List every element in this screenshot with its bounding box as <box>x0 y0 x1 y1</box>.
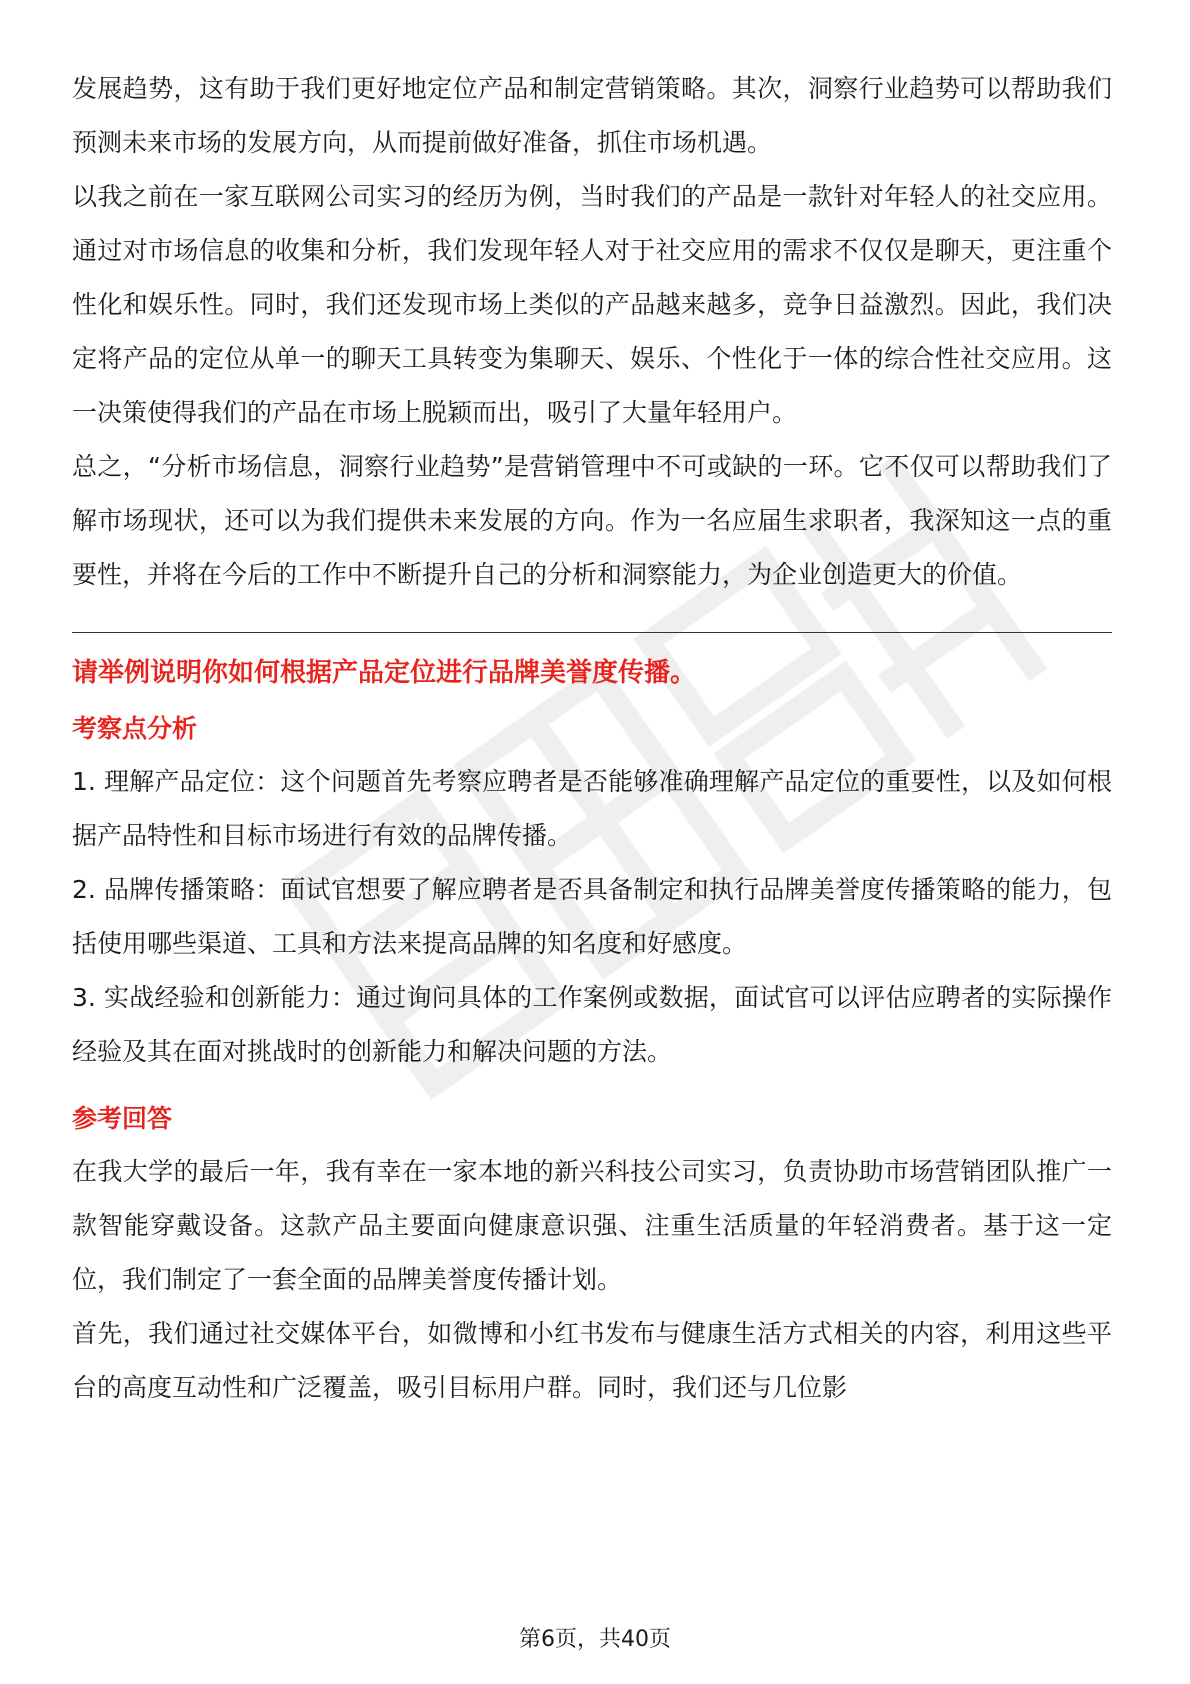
answer-paragraph: 在我大学的最后一年，我有幸在一家本地的新兴科技公司实习，负责协助市场营销团队推广一款智能穿戴设备。这款产品主要面向健康意识强、注重生活质量的年轻消费者。基于这一定位，我们制定了一套全面的品牌美誉度传播计划。 <box>72 1157 1112 1294</box>
page-content <box>72 62 1112 1415</box>
analysis-item: 3. 实战经验和创新能力：通过询问具体的工作案例或数据，面试官可以评估应聘者的实际操作经验及其在面对挑战时的创新能力和解决问题的方法。 <box>72 983 1112 1066</box>
answer-heading: 参考回答 <box>72 1104 173 1133</box>
answer-paragraph: 首先，我们通过社交媒体平台，如微博和小红书发布与健康生活方式相关的内容，利用这些平台的高度互动性和广泛覆盖，吸引目标用户群。同时，我们还与几位影 <box>72 1319 1112 1402</box>
body-paragraph: 总之，“分析市场信息，洞察行业趋势”是营销管理中不可或缺的一环。它不仅可以帮助我们了解市场现状，还可以为我们提供未来发展的方向。作为一名应届生求职者，我深知这一点的重要性，并将在今后的工作中不断提升自己的分析和洞察能力，为企业创造更大的价值。 <box>72 452 1112 589</box>
body-paragraph: 以我之前在一家互联网公司实习的经历为例，当时我们的产品是一款针对年轻人的社交应用。通过对市场信息的收集和分析，我们发现年轻人对于社交应用的需求不仅仅是聊天，更注重个性化和娱乐性。同时，我们还发现市场上类似的产品越来越多，竞争日益激烈。因此，我们决定将产品的定位从单一的聊天工具转变为集聊天、娱乐、个性化于一体的综合性社交应用。这一决策使得我们的产品在市场上脱颖而出，吸引了大量年轻用户。 <box>72 182 1112 427</box>
section-divider <box>72 632 1112 633</box>
question-title: 请举例说明你如何根据产品定位进行品牌美誉度传播。 <box>72 658 697 688</box>
analysis-item: 1. 理解产品定位：这个问题首先考察应聘者是否能够准确理解产品定位的重要性，以及如何根据产品特性和目标市场进行有效的品牌传播。 <box>72 767 1112 850</box>
analysis-heading: 考察点分析 <box>72 714 198 743</box>
body-paragraph: 发展趋势，这有助于我们更好地定位产品和制定营销策略。其次，洞察行业趋势可以帮助我们预测未来市场的发展方向，从而提前做好准备，抓住市场机遇。 <box>72 74 1112 157</box>
analysis-item: 2. 品牌传播策略：面试官想要了解应聘者是否具备制定和执行品牌美誉度传播策略的能力，包括使用哪些渠道、工具和方法来提高品牌的知名度和好感度。 <box>72 875 1112 958</box>
page-number: 第6页，共40页 <box>519 1627 671 1652</box>
